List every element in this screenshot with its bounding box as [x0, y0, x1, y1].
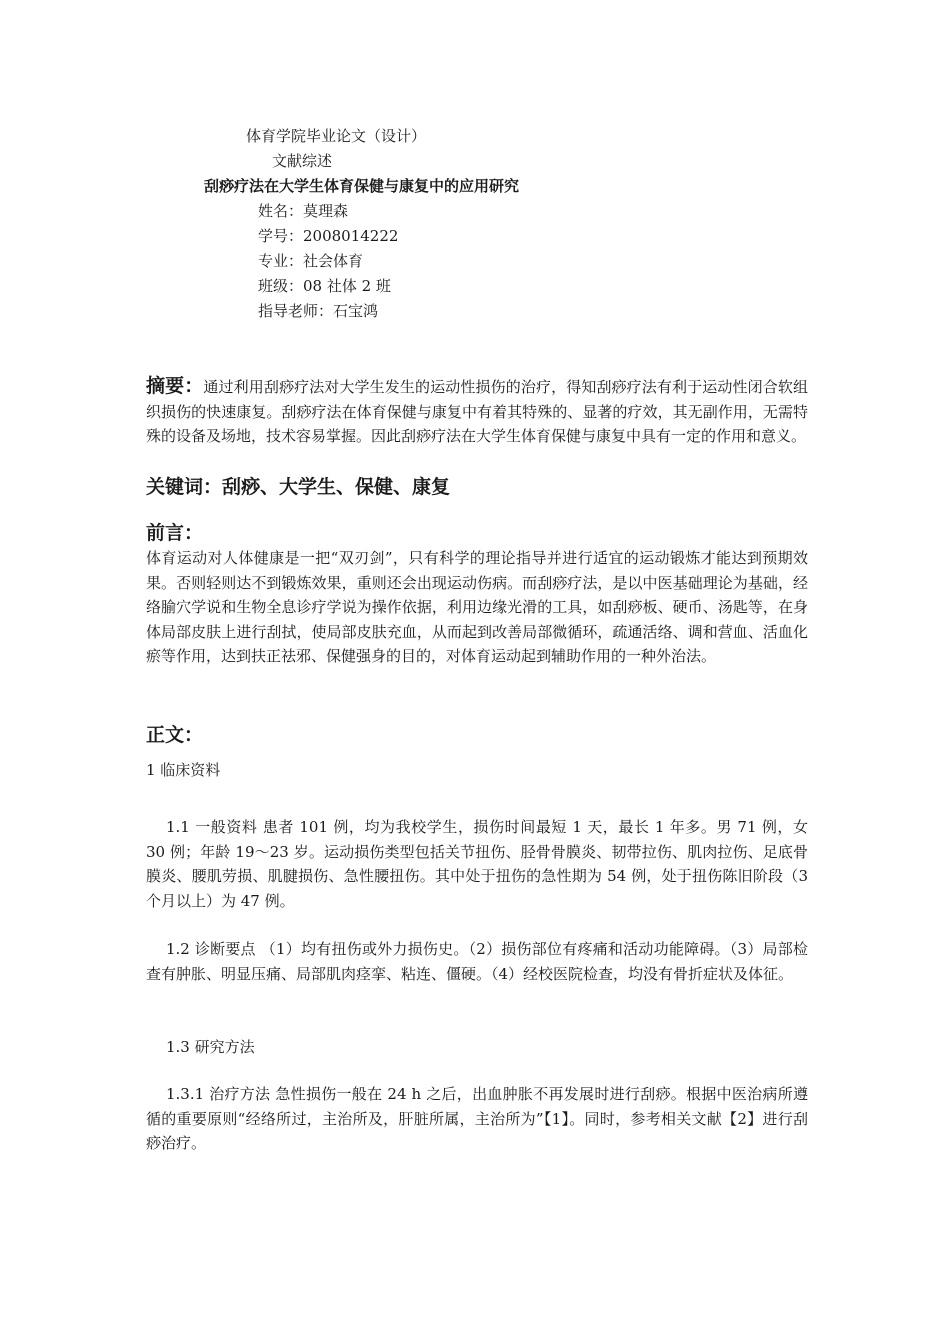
abstract-text: 通过利用刮痧疗法对大学生发生的运动性损伤的治疗，得知刮痧疗法有利于运动性闭合软组织损伤的快速康复。刮痧疗法在体育保健与康复中有着其特殊的、显著的疗效，其无副作用，无需特殊的设备及场地，技术容易掌握。因此刮痧疗法在大学生体育保健与康复中具有一定的作用和意义。 [146, 378, 808, 445]
keywords-line [146, 474, 450, 501]
section-1-2-paragraph [146, 937, 808, 986]
class-info: 班级：08 社体 2 班 [258, 277, 391, 295]
doc-type-heading: 文献综述 [272, 152, 333, 170]
author-name: 姓名：莫理森 [258, 202, 349, 220]
institution-heading: 体育学院毕业论文（设计） [246, 127, 427, 145]
section-1-1-paragraph [146, 815, 808, 913]
section-1-1-text: 1.1 一般资料 患者 101 例，均为我校学生，损伤时间最短 1 天，最长 1 年多。男 71 例，女 30 例；年龄 19～23 岁。运动损伤类型包括关节扭伤、胫骨骨膜炎、韧带拉伤、肌肉拉伤、足底骨膜炎、腰肌劳损、肌腱损伤、急性腰扭伤。其中处于扭伤的急性期为 54 例，处于扭伤陈旧阶段（3 个月以上）为 47 例。 [146, 818, 808, 910]
preface-heading: 前言： [146, 522, 204, 544]
body-heading: 正文： [146, 724, 204, 746]
section-1-3-heading: 1.3 研究方法 [166, 1038, 255, 1056]
abstract-paragraph [146, 374, 808, 449]
section-1-2-text: 1.2 诊断要点 （1）均有扭伤或外力损伤史。（2）损伤部位有疼痛和活动功能障碍。（3）局部检查有肿胀、明显压痛、局部肌肉痉挛、粘连、僵硬。（4）经校医院检查，均没有骨折症状及体征。 [146, 940, 808, 983]
section-1-3-1-paragraph [146, 1082, 808, 1156]
section-1-heading: 1 临床资料 [146, 761, 221, 779]
abstract-label: 摘要： [146, 375, 204, 397]
preface-paragraph: 体育运动对人体健康是一把“双刃剑”，只有科学的理论指导并进行适宜的运动锻炼才能达到预期效果。否则轻则达不到锻炼效果，重则还会出现运动伤病。而刮痧疗法，是以中医基础理论为基础，经络腧穴学说和生物全息诊疗学说为操作依据，利用边缘光滑的工具，如刮痧板、硬币、汤匙等，在身体局部皮肤上进行刮拭，使局部皮肤充血，从而起到改善局部微循环，疏通活络、调和营血、活血化瘀等作用，达到扶正祛邪、保健强身的目的，对体育运动起到辅助作用的一种外治法。 [146, 549, 808, 665]
student-id: 学号：2008014222 [258, 227, 399, 245]
section-1-3-1-text: 1.3.1 治疗方法 急性损伤一般在 24 h 之后，出血肿胀不再发展时进行刮痧。根据中医治病所遵循的重要原则“经络所过，主治所及，肝脏所属，主治所为”【1】。同时，参考相关文献【2】进行刮痧治疗。 [146, 1085, 808, 1152]
major: 专业：社会体育 [258, 252, 364, 270]
keywords-label: 关键词： [146, 476, 223, 498]
keywords-text: 刮痧、大学生、保健、康复 [222, 476, 451, 498]
paper-title: 刮痧疗法在大学生体育保健与康复中的应用研究 [204, 177, 520, 195]
advisor: 指导老师：石宝鸿 [258, 302, 379, 320]
